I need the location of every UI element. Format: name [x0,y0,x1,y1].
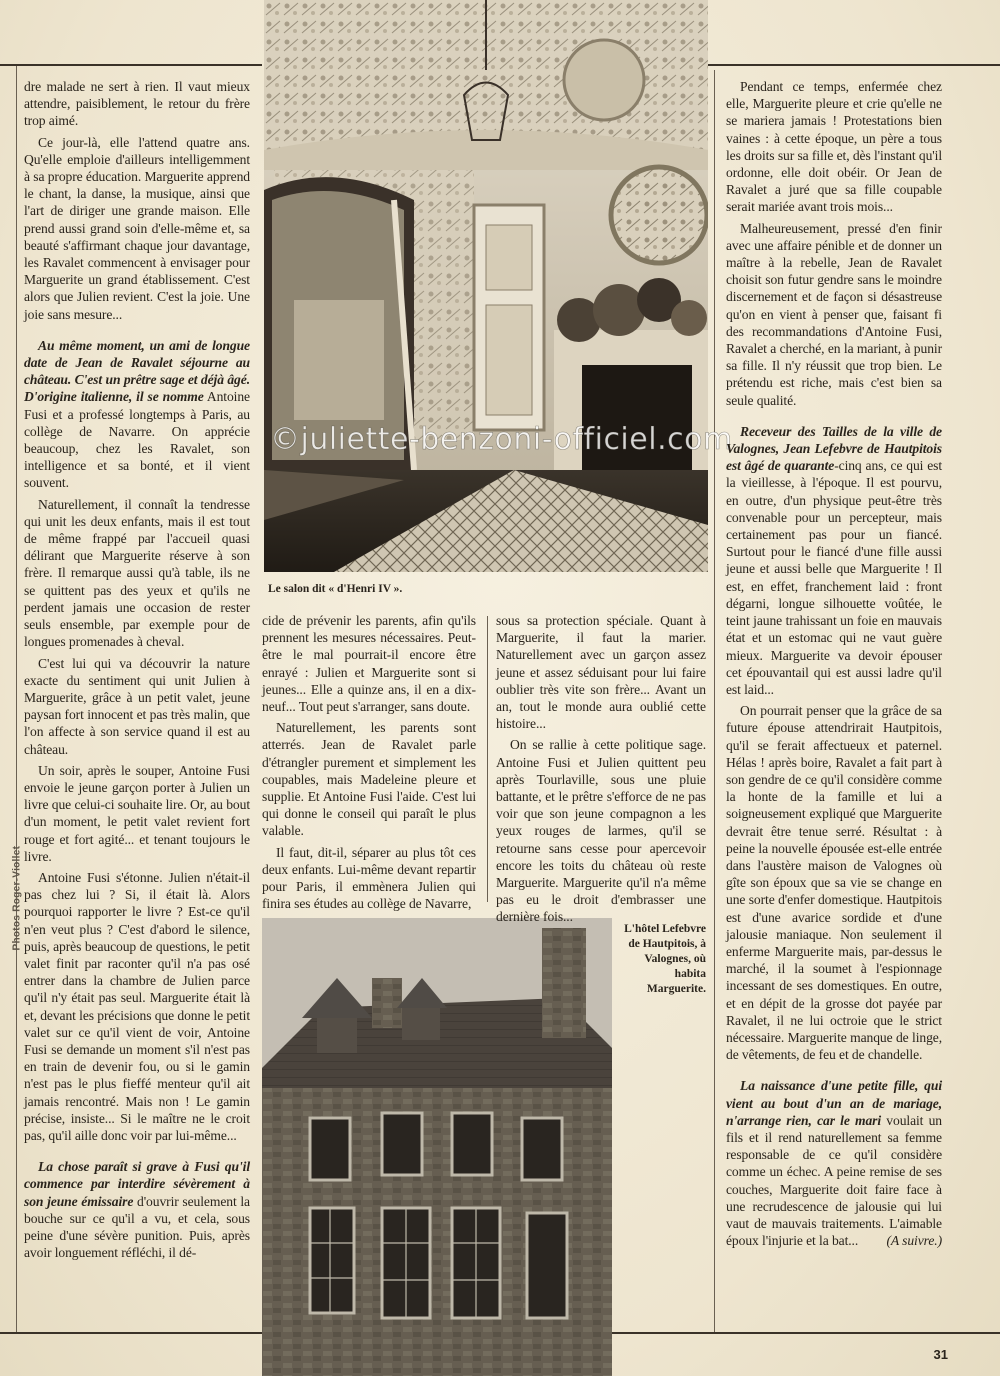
bottom-rule-right [612,1332,1000,1334]
col4-paragraph-1: Pendant ce temps, enfermée chez elle, Marguerite pleure et crie qu'elle ne se mariera jamais ! Protestations bien vaines : à cette époque, un père a tous les droits sur sa fille et, dès l'instant qu'il ordonne, elle doit obéir. Or Jean de Ravalet a juré que sa fille coupable serait mariée avant trois mois... [726,79,942,215]
col1-paragraph-8 [24,1158,250,1261]
col4-paragraph-5-lead: La naissance d'une petite fille, qui vient au bout d'un an de mariage, n'arrange rien, car le mari [726,1078,942,1128]
hotel-photo-image [262,918,612,1376]
col4-paragraph-2: Malheureusement, pressé d'en finir avec une affaire pénible et de donner un maître à la rebelle, Jean de Ravalet choisit son futur gendre sans le moindre discernement et de façon si désastreuse qu'on en vient à penser que, faisant fi des recommandations d'Antoine Fusi, Ravalet a cherché, en la mariant, à punir sa fille. Il n'y réussit que trop bien. Le prétendu est riche, mais c'est bien sa seule qualité. [726,220,942,408]
col1-paragraph-3-lead: Au même moment, un ami de longue date de Jean de Ravalet séjourne au château. C'est un prêtre sage et déjà âgé. D'origine italienne, il se nomme [24,337,250,405]
col1-paragraph-3 [24,337,250,492]
column-4 [726,78,942,1253]
col1-paragraph-2: Ce jour-là, elle l'attend quatre ans. Qu'elle emploie d'ailleurs intelligemment à sa propre éducation. Marguerite apprend le chant, la danse, la musique, ainsi que l'art de diriger une grande maison. Elle prend aussi grand soin d'elle-même et, sa beauté s'affirmant chaque jour davantage, les Ravalet commencent à envisager pour Marguerite un grand établissement. C'est alors que Julien revient. C'est la joie. Une joie sans mesure... [24,134,250,322]
col1-paragraph-4: Naturellement, il connaît la tendresse qui unit les deux enfants, mais il est tout de même frappé par l'accueil quasi délirant que Marguerite réserve à son frère. Il remarque aussi qu'à table, ils ne se quittent pas des yeux et qu'ils ne perdent jamais une occasion de rester seuls ensemble, par exemple pour de longues promenades à cheval. [24,496,250,650]
col2-paragraph-2: Naturellement, les parents sont atterrés. Jean de Ravalet parle d'étrangler purement et simplement les coupables, mais Madeleine pleure et supplie. Et Antoine Fusi l'aide. C'est lui qui donne le conseil qui paraît le plus valable. [262,720,476,839]
top-rule-left [0,64,262,66]
col3-paragraph-1: sous sa protection spéciale. Quant à Marguerite, il faut la marier. Naturellement avec un garçon assez jeune et assez séduisant pour lui faire oublier très vite son frère... Avant un an, tout le monde aura oublié cette histoire... [496,613,706,732]
photo-credit: Photos Roger-Viollet [11,845,23,951]
salon-photo [264,0,708,572]
salon-caption: Le salon dit « d'Henri IV ». [268,583,403,595]
column-2 [262,612,476,916]
col1-paragraph-6: Un soir, après le souper, Antoine Fusi envoie le jeune garçon porter à Julien un livre que celui-ci souhaite lire. Or, au bout d'un moment, le petit valet revient fort rouge et fort agité... et tenant toujours le livre. [24,762,250,864]
col3-paragraph-2: On se rallie à cette politique sage. Antoine Fusi et Julien quittent peu après Tourlaville, sous une pluie battante, et le prêtre s'efforce de ne pas voir que son jeune compagnon a les yeux rouges de larmes, qu'il se retourne sans cesse pour apercevoir encore les toits du château où reste Marguerite. Marguerite qu'il n'a même pas eu le droit d'embrasser une dernière fois... [496,737,706,925]
col2-paragraph-1: cide de prévenir les parents, afin qu'ils prennent les mesures nécessaires. Peut-être le mal pourrait-il encore être enrayé : Julien et Marguerite sont si jeunes... Elle a quinze ans, il en a dix-neuf... Tout peut s'arranger, sans doute. [262,613,476,715]
col4-paragraph-4: On pourrait penser que la grâce de sa future épouse attendrirait Hautpitois, qu'il se ferait affectueux et paternel. Hélas ! après boire, Ravalet a fait part à son gendre de ce qu'il considère comme la honte de la famille et lui a soigneusement expliqué que Marguerite devrait être tenue serré. Résultat : à peine la nouvelle épousée est-elle entrée dans l'austère maison de Valognes où gîte son époux que sa vie se change en une sorte d'enfer domestique. Hautpitois est d'une avarice sordide et d'une jalousie maniaque. Non seulement il enferme Marguerite mais, par-dessus le marché, il la soumet à l'espionnage incessant de ses domestiques. En outre, et en dépit de la grosse dot payée par Ravalet, il ne lui octroie que le strict nécessaire. Marguerite manque de linge, de vêtements, de feu et de chandelle. [726,703,942,1063]
col4-paragraph-5 [726,1077,942,1249]
col1-paragraph-5: C'est lui qui va découvrir la nature exacte du sentiment qui unit Julien à Marguerite, grâce à un petit valet, jeune paysan fort innocent et pas très malin, que l'on affecte à son service quand il est au château. [24,655,250,757]
col1-paragraph-7: Antoine Fusi s'étonne. Julien n'était-il pas chez lui ? Si, il était là. Alors pourquoi rapporter le livre ? Est-ce qu'il n'en veut plus ? C'est d'abord le silence, puis, après beaucoup de questions, le petit valet finit par raconter qu'il n'a pas osé entrer dans la chambre de Julien parce qu'il n'y était pas seul. Marguerite était là et, devant les précisions que donne le petit valet sur ce qu'il vient de voir, Antoine Fusi se demande un moment s'il n'est pas en train de devenir fou, ou si le gamin n'est pas le plus fieffé menteur qu'il ait jamais rencontré. Mais non ! Le gamin précise, insiste... Si le maître ne le croit pas, qu'il aille donc voir par lui-même... [24,869,250,1143]
top-rule-right [708,64,1000,66]
col2-paragraph-3: Il faut, dit-il, séparer au plus tôt ces deux enfants. Lui-même devant repartir pour Paris, il emmènera Julien qui finira ses études au collège de Navarre, [262,844,476,912]
bottom-rule-left [0,1332,262,1334]
column-rule-2 [487,616,488,902]
hotel-caption: L'hôtel Lefebvre de Hautpitois, à Valognes, où habita Marguerite. [624,923,706,995]
page-number: 31 [933,1347,948,1362]
col4-paragraph-5-body: voulait un fils et il rend naturellement sa femme responsable de ce qu'il considère comme un échec. A peine remise de ses couches, Marguerite doit faire face à une recrudescence de jalousie qui lui vaut de mauvais traitements. L'aimable époux l'injurie et la bat... [726,1112,942,1249]
col4-paragraph-3 [726,423,942,698]
column-3 [496,612,706,930]
col1-paragraph-8-body: d'ouvrir seulement la bouche sur ce qu'il a vu, et cela, sous peine d'une sévère punition. Puis, après avoir longuement réfléchi, il dé- [24,1193,250,1261]
to-be-continued: (A suivre.) [886,1233,942,1249]
column-rule-3 [714,70,715,1332]
col1-paragraph-1: dre malade ne sert à rien. Il vaut mieux attendre, paisiblement, le retour du frère trop aimé. [24,79,250,129]
salon-photo-image [264,0,708,572]
col1-paragraph-8-lead: La chose paraît si grave à Fusi qu'il commence par interdire sévèrement à son jeune émissaire [24,1159,250,1209]
watermark: ©juliette-benzoni-officiel.com [270,422,733,457]
col4-paragraph-3-lead: Receveur des Tailles de la ville de Valognes, Jean Lefebvre de Hautpitois est âgé de quarante [726,423,942,474]
column-rule-1 [16,66,17,1332]
col4-paragraph-3-body: -cinq ans, ce qui est la vieillesse, à l'époque. Il est pourvu, en outre, d'un physique peut-être très convenable pour un percepteur, mais certainement pas pour un fiancé. Surtout pour le fiancé d'une fille aussi jeune et aussi belle que Marguerite ! Il est, en effet, franchement laid : front dégarni, longue silhouette voûtée, le teint jaune trahissant un foie en mauvais état et un estomac qui ne vaut guère mieux. Marguerite va devoir épouser cet épouvantail qui est aussi ladre qu'il est laid... [726,458,942,697]
hotel-photo [262,918,612,1376]
column-1 [24,78,250,1265]
col1-paragraph-3-body: Antoine Fusi et a professé longtemps à Paris, au collège de Navarre. On apprécie beaucoup, chez les Ravalet, son intelligence et sa bonté, et il vient souvent. [24,389,250,491]
